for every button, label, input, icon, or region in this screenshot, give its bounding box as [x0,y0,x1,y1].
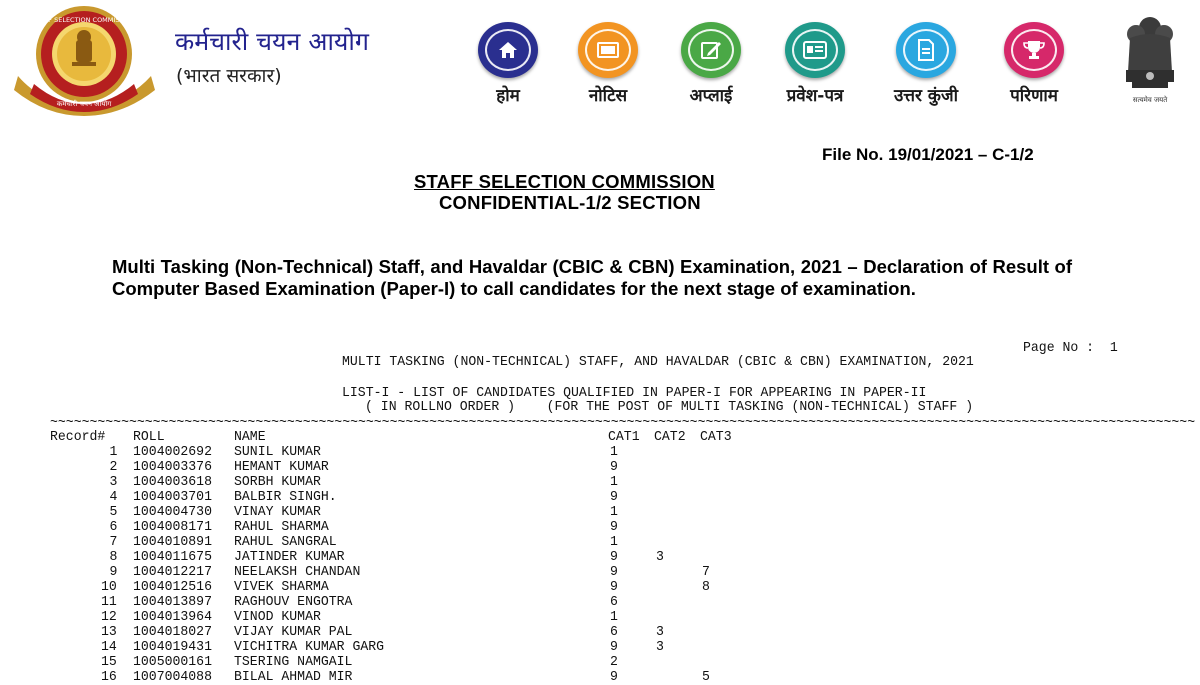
cat1-cell: 9 [610,564,618,580]
section-title: CONFIDENTIAL-1/2 SECTION [439,192,701,213]
cat3-cell: 8 [702,579,710,595]
record-cell: 4 [109,489,117,505]
record-cell: 13 [101,624,117,640]
table-row [0,505,1200,520]
cat1-cell: 9 [610,669,618,685]
col-name: NAME [234,429,266,445]
name-cell: VIJAY KUMAR PAL [234,624,353,640]
cat1-cell: 9 [610,579,618,595]
col-cat2: CAT2 [654,429,686,445]
col-cat1: CAT1 [608,429,640,445]
cat2-cell: 3 [656,639,664,655]
roll-cell: 1007004088 [133,669,212,685]
cat1-cell: 6 [610,624,618,640]
page-number-value: 1 [1109,340,1118,356]
separator-line: ~~~~~~~~~~~~~~~~~~~~~~~~~~~~~~~~~~~~~~~~~~~~~~~~~~~~~~~~~~~~~~~~~~~~~~~~~~~~~~~~~~~~~~~~~~~~~~~~~~~~~~~~~~~~~~~~~~~~~~~~~~~~~~~~~~~~~~~~~~~~~~~~~ [50,415,1196,431]
nav-notice[interactable] [558,22,658,106]
table-row [0,580,1200,595]
record-cell: 15 [101,654,117,670]
logo-text-bottom: कर्मचारी चयन आयोग [56,100,112,108]
name-cell: BALBIR SINGH. [234,489,337,505]
cat1-cell: 9 [610,489,618,505]
nav-notice-circle[interactable] [578,22,638,78]
list-title: LIST-I - LIST OF CANDIDATES QUALIFIED IN PAPER-I FOR APPEARING IN PAPER-II [342,385,927,401]
nav-apply-circle[interactable] [681,22,741,78]
record-cell: 12 [101,609,117,625]
cat1-cell: 1 [610,609,618,625]
nav-result[interactable] [984,22,1084,106]
cat1-cell: 2 [610,654,618,670]
nav-answer-key[interactable] [876,22,976,106]
name-cell: SUNIL KUMAR [234,444,321,460]
record-cell: 2 [109,459,117,475]
national-emblem [1112,10,1188,110]
cat3-cell: 7 [702,564,710,580]
record-cell: 16 [101,669,117,685]
roll-cell: 1005000161 [133,654,212,670]
record-cell: 10 [101,579,117,595]
table-row [0,520,1200,535]
cat1-cell: 9 [610,459,618,475]
roll-cell: 1004004730 [133,504,212,520]
roll-cell: 1004003701 [133,489,212,505]
nav-apply-label[interactable]: अप्लाई [689,86,733,106]
name-cell: BILAL AHMAD MIR [234,669,353,685]
cat3-cell: 5 [702,669,710,685]
table-row [0,610,1200,625]
ssc-logo[interactable] [12,4,157,112]
name-cell: VINOD KUMAR [234,609,321,625]
cat1-cell: 1 [610,444,618,460]
nav-home-label[interactable]: होम [496,86,520,106]
table-row [0,460,1200,475]
cat1-cell: 9 [610,519,618,535]
name-cell: NEELAKSH CHANDAN [234,564,361,580]
record-cell: 1 [109,444,117,460]
roll-cell: 1004003618 [133,474,212,490]
roll-cell: 1004012516 [133,579,212,595]
cat1-cell: 9 [610,639,618,655]
record-cell: 11 [101,594,117,610]
page-number [1023,341,1118,356]
apply-icon [700,40,722,60]
roll-cell: 1004008171 [133,519,212,535]
roll-cell: 1004002692 [133,444,212,460]
roll-cell: 1004003376 [133,459,212,475]
nav-admit-card[interactable] [765,22,865,106]
cat1-cell: 6 [610,594,618,610]
name-cell: RAHUL SHARMA [234,519,329,535]
table-row [0,535,1200,550]
nav-notice-label[interactable]: नोटिस [588,86,628,106]
table-row [0,445,1200,460]
cat1-cell: 1 [610,534,618,550]
site-header [0,0,1200,120]
name-cell: JATINDER KUMAR [234,549,345,565]
list-exam-title: MULTI TASKING (NON-TECHNICAL) STAFF, AND HAVALDAR (CBIC & CBN) EXAMINATION, 2021 [342,354,974,370]
nav-result-label[interactable]: परिणाम [1010,86,1058,106]
name-cell: VINAY KUMAR [234,504,321,520]
nav-admit-card-label[interactable]: प्रवेश-पत्र [786,86,844,106]
notice-icon [597,42,619,58]
roll-cell: 1004010891 [133,534,212,550]
nav-home[interactable] [458,22,558,106]
table-row [0,655,1200,670]
col-roll: ROLL [133,429,165,445]
table-row [0,595,1200,610]
result-trophy-icon [1023,40,1045,60]
list-subtitle: ( IN ROLLNO ORDER ) (FOR THE POST OF MULTI TASKING (NON-TECHNICAL) STAFF ) [365,399,974,415]
nav-answer-key-circle[interactable] [896,22,956,78]
col-record: Record# [50,429,106,445]
exam-heading: Multi Tasking (Non-Technical) Staff, and Havaldar (CBIC & CBN) Examination, 2021 – Declaration of Result of Computer Based Examination (Paper-I) to call candidates for the next stage of examination. [112,256,1072,299]
logo-text-top: STAFF SELECTION COMMISSION [32,16,136,24]
admit-card-icon [803,41,827,59]
roll-cell: 1004013964 [133,609,212,625]
cat2-cell: 3 [656,624,664,640]
roll-cell: 1004013897 [133,594,212,610]
org-name: कर्मचारी चयन आयोग [175,27,369,56]
nav-admit-card-circle[interactable] [785,22,845,78]
name-cell: HEMANT KUMAR [234,459,329,475]
org-subtitle: (भारत सरकार) [176,65,282,87]
nav-home-circle[interactable] [478,22,538,78]
record-cell: 5 [109,504,117,520]
cat2-cell: 3 [656,549,664,565]
record-cell: 8 [109,549,117,565]
table-row [0,625,1200,640]
cat1-cell: 1 [610,474,618,490]
record-cell: 9 [109,564,117,580]
name-cell: VICHITRA KUMAR GARG [234,639,385,655]
cat1-cell: 1 [610,504,618,520]
name-cell: TSERING NAMGAIL [234,654,353,670]
name-cell: RAGHOUV ENGOTRA [234,594,353,610]
record-cell: 3 [109,474,117,490]
page-number-label: Page No : [1023,340,1095,356]
name-cell: SORBH KUMAR [234,474,321,490]
commission-title: STAFF SELECTION COMMISSION [414,171,715,192]
roll-cell: 1004019431 [133,639,212,655]
name-cell: RAHUL SANGRAL [234,534,337,550]
table-row [0,565,1200,580]
table-row [0,670,1200,685]
roll-cell: 1004018027 [133,624,212,640]
record-cell: 6 [109,519,117,535]
col-cat3: CAT3 [700,429,732,445]
roll-cell: 1004011675 [133,549,212,565]
table-row [0,475,1200,490]
record-cell: 7 [109,534,117,550]
home-icon [498,41,518,59]
table-row [0,640,1200,655]
table-header [0,430,1200,445]
nav-answer-key-label[interactable]: उत्तर कुंजी [893,86,958,106]
table-row [0,550,1200,565]
record-cell: 14 [101,639,117,655]
roll-cell: 1004012217 [133,564,212,580]
cat1-cell: 9 [610,549,618,565]
name-cell: VIVEK SHARMA [234,579,329,595]
file-number: File No. 19/01/2021 – C-1/2 [822,145,1034,164]
emblem-motto: सत्यमेव जयते [1132,96,1168,104]
answer-key-icon [917,39,935,61]
nav-apply[interactable] [661,22,761,106]
table-row [0,490,1200,505]
nav-result-circle[interactable] [1004,22,1064,78]
